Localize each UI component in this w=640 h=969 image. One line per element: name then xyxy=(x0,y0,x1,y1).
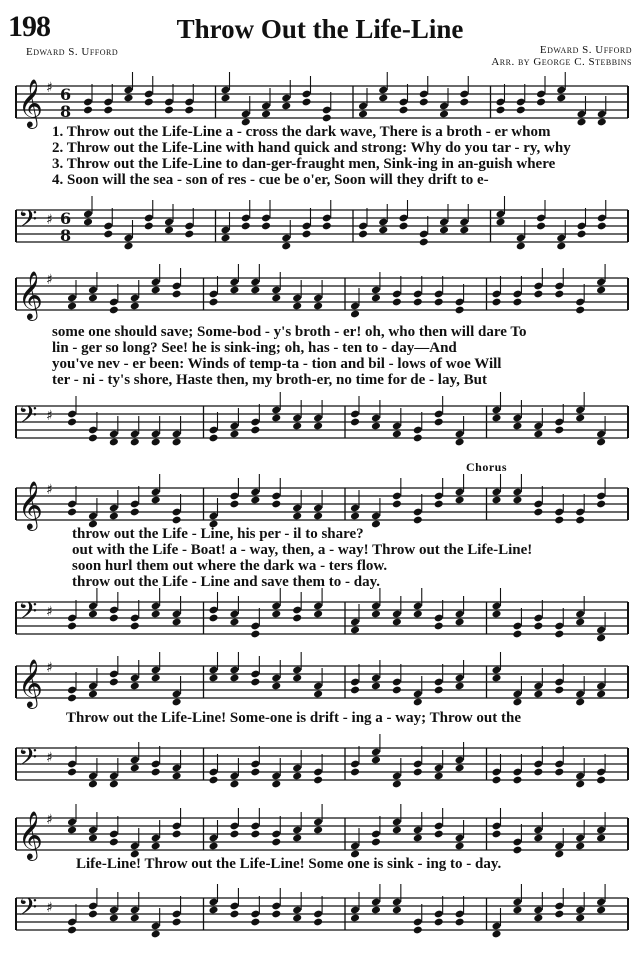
lyric-line: 1. Throw out the Life-Line a - cross the dark wave, There is a broth - er whom xyxy=(52,124,551,140)
treble-staff-5 xyxy=(0,804,640,864)
music-credits xyxy=(491,44,632,68)
lyric-line: Life-Line! Throw out the Life-Line! Some one is sink - ing to - day. xyxy=(76,856,502,872)
svg-text:𝄞: 𝄞 xyxy=(18,658,43,707)
svg-text:♯: ♯ xyxy=(46,750,53,766)
lyrics-block-1 xyxy=(52,124,622,188)
svg-text:𝄞: 𝄞 xyxy=(18,78,43,127)
svg-text:𝄢: 𝄢 xyxy=(18,205,38,240)
bass-staff-3 xyxy=(0,588,640,648)
lyrics-block-3 xyxy=(72,526,640,590)
arranger-credit: Arr. by George C. Stebbins xyxy=(491,56,632,68)
bass-staff-4 xyxy=(0,734,640,794)
svg-text:♯: ♯ xyxy=(46,272,53,288)
svg-text:♯: ♯ xyxy=(46,660,53,676)
hymn-title: Throw Out the Life-Line xyxy=(176,14,464,44)
lyric-line: 3. Throw out the Life-Line to dan-ger-fraught men, Sink-ing in an-guish where xyxy=(52,156,556,172)
music-system-1 xyxy=(0,68,640,263)
svg-text:𝄞: 𝄞 xyxy=(18,270,43,319)
music-system-5 xyxy=(0,800,640,965)
svg-text:♯: ♯ xyxy=(46,482,53,498)
svg-text:8: 8 xyxy=(60,226,72,245)
lyric-line: out with the Life - Boat! a - way, then, a - way! Throw out the Life-Line! xyxy=(72,542,533,558)
bass-staff-5 xyxy=(0,884,640,944)
lyric-line: 2. Throw out the Life-Line with hand quick and strong: Why do you tar - ry, why xyxy=(52,140,571,156)
lyrics-block-2 xyxy=(52,324,622,388)
lyrics-block-4 xyxy=(66,710,636,726)
music-system-3 xyxy=(0,460,640,645)
lyric-line: soon hurl them out where the dark wa - ters flow. xyxy=(72,558,388,574)
music-system-2 xyxy=(0,262,640,452)
hymn-number: 198 xyxy=(8,10,50,43)
svg-text:6: 6 xyxy=(60,209,72,228)
bass-staff-1 xyxy=(0,196,640,256)
svg-text:♯: ♯ xyxy=(46,408,53,424)
lyric-line: ter - ni - ty's shore, Haste then, my broth-er, no time for de - lay, But xyxy=(52,372,487,388)
lyric-line: Throw out the Life-Line! Some-one is drift - ing a - way; Throw out the xyxy=(66,710,521,726)
lyric-line: throw out the Life - Line, his per - il to share? xyxy=(72,526,364,542)
svg-text:♯: ♯ xyxy=(46,604,53,620)
svg-text:𝄢: 𝄢 xyxy=(18,401,38,436)
chorus-label: Chorus xyxy=(466,460,508,474)
lyrics-block-5 xyxy=(76,856,640,872)
lyric-line: throw out the Life - Line and save them to - day. xyxy=(72,574,381,590)
treble-staff-4 xyxy=(0,652,640,712)
words-credit: Edward S. Ufford xyxy=(26,46,119,58)
svg-text:6: 6 xyxy=(60,85,72,104)
svg-text:♯: ♯ xyxy=(46,812,53,828)
treble-staff-2 xyxy=(0,264,640,324)
lyric-line: 4. Soon will the sea - son of res - cue be o'er, Soon will they drift to e- xyxy=(52,172,489,188)
lyric-line: some one should save; Some-bod - y's broth - er! oh, who then will dare To xyxy=(52,324,527,340)
svg-text:𝄢: 𝄢 xyxy=(18,743,38,778)
svg-text:𝄞: 𝄞 xyxy=(18,810,43,859)
svg-text:𝄢: 𝄢 xyxy=(18,893,38,928)
treble-staff-1 xyxy=(0,72,640,132)
bass-staff-2 xyxy=(0,392,640,452)
svg-text:𝄞: 𝄞 xyxy=(18,480,43,529)
music-credit: Edward S. Ufford xyxy=(539,44,632,56)
svg-text:♯: ♯ xyxy=(46,900,53,916)
svg-text:8: 8 xyxy=(60,102,72,121)
svg-text:♯: ♯ xyxy=(46,212,53,228)
treble-staff-3 xyxy=(0,474,640,534)
lyric-line: lin - ger so long? See! he is sink-ing; oh, has - ten to - day—And xyxy=(52,340,457,356)
svg-text:♯: ♯ xyxy=(46,80,53,96)
lyric-line: you've nev - er been: Winds of temp-ta - tion and bil - lows of woe Will xyxy=(52,356,502,372)
svg-text:𝄢: 𝄢 xyxy=(18,597,38,632)
music-system-4 xyxy=(0,648,640,798)
